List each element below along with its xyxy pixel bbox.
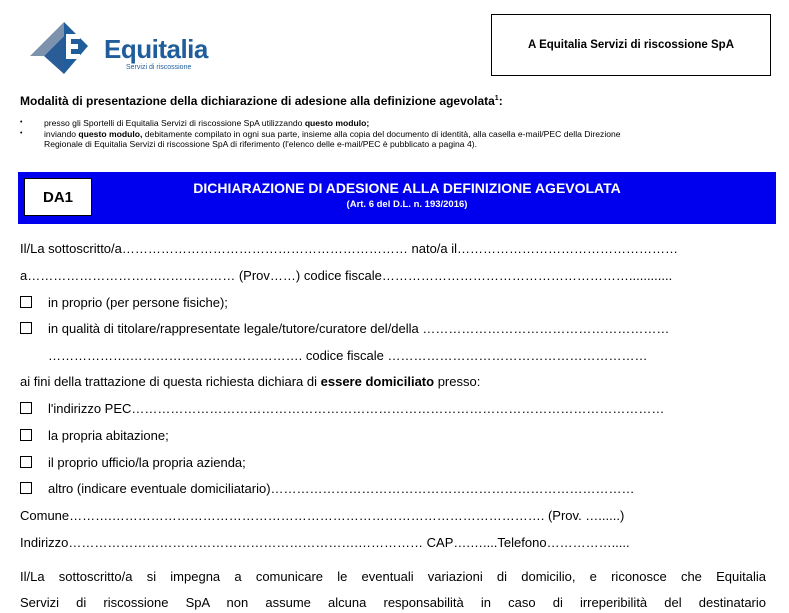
checkbox[interactable] [20,429,32,441]
field-comune[interactable]: Comune……….………………………………………………………………………………………. (Prov. …......) [20,508,625,523]
list-item: • inviando questo modulo, debitamente compilato in ogni sua parte, insieme alla copia del documento di identità, alla casella e-mail/PEC della Direzione [20,128,621,139]
brand-name: Equitalia [104,34,208,64]
list-item: • presso gli Sportelli di Equitalia Servizi di riscossione SpA utilizzando questo modulo; [20,118,370,128]
field-entity-taxcode[interactable]: ……………….…………………………………. codice fiscale …………………………………………………… [48,348,648,363]
addressee-box: A Equitalia Servizi di riscossione SpA [491,14,771,76]
field-place-taxcode[interactable]: a………………………………………… (Prov……) codice fiscale…………………………………………………............ [20,268,673,283]
form-banner [18,172,776,224]
paragraph-line: Il/La sottoscritto/a si impegna a comunicare le eventuali variazioni di domicilio, e riconosce che Equitalia [20,569,766,584]
checkbox[interactable] [20,482,32,494]
checkbox[interactable] [20,296,32,308]
field-name-birth[interactable]: Il/La sottoscritto/a………………………………………………………… nato/a il…………………………………………… [20,241,679,256]
field-indirizzo[interactable]: Indirizzo………………………………………………………….…………… CAP….…....Telefono……………..... [20,535,630,550]
checkbox[interactable] [20,322,32,334]
option-altro[interactable]: altro (indicare eventuale domiciliatario)………………………………………………………………………… [20,481,635,496]
checkbox[interactable] [20,402,32,414]
form-code: DA1 [24,178,92,216]
equitalia-logo [26,16,206,78]
form-title: DICHIARAZIONE DI ADESIONE ALLA DEFINIZIONE AGEVOLATA [193,180,621,196]
list-item-continuation: Regionale di Equitalia Servizi di riscossione SpA di riferimento (l'elenco delle e-mail/PEC è pubblicato a pagina 4). [44,139,477,149]
form-subtitle: (Art. 6 del D.L. n. 193/2016) [346,199,468,210]
option-pec[interactable]: l'indirizzo PEC…………………………………………………………………………………………………………… [20,401,664,416]
option-in-proprio[interactable]: in proprio (per persone fisiche); [20,295,228,310]
option-abitazione[interactable]: la propria abitazione; [20,428,169,443]
modality-list [20,118,780,150]
paragraph-line: Servizi di riscossione SpA non assume alcuna responsabilità in caso di irreperibilità del destinatario [20,595,766,610]
equitalia-logo-icon [26,16,96,76]
option-titolare[interactable]: in qualità di titolare/rappresentate legale/tutore/curatore del/della ………………………………………………… [20,321,669,336]
checkbox[interactable] [20,456,32,468]
brand-subtitle: Servizi di riscossione [126,64,192,71]
domicile-statement: ai fini della trattazione di questa richiesta dichiara di essere domiciliato presso: [20,374,481,389]
option-ufficio[interactable]: il proprio ufficio/la propria azienda; [20,455,246,470]
modality-title: Modalità di presentazione della dichiarazione di adesione alla definizione agevolata$^1$: [20,94,503,108]
